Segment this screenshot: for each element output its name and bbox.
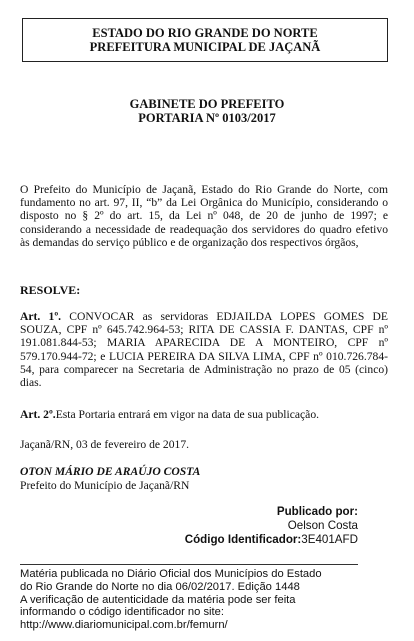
identifier-code: 3E401AFD xyxy=(301,533,358,546)
article-1-label: Art. 1º. xyxy=(20,310,62,323)
identifier-label: Código Identificador: xyxy=(184,533,302,546)
footer-notice xyxy=(20,568,380,632)
signatory-name: OTON MÁRIO DE ARAÚJO COSTA xyxy=(20,465,201,478)
prefecture-name: PREFEITURA MUNICIPAL DE JAÇANÃ xyxy=(89,40,321,54)
footer-line-4: informando o código identificador no site: xyxy=(20,606,224,619)
article-2 xyxy=(20,408,388,421)
document-title xyxy=(0,97,414,125)
article-1 xyxy=(20,310,388,389)
state-name: ESTADO DO RIO GRANDE DO NORTE xyxy=(92,26,318,40)
publication-info xyxy=(185,505,358,547)
portaria-number: PORTARIA Nº 0103/2017 xyxy=(138,111,276,125)
published-by-label: Publicado por: xyxy=(276,505,358,518)
footer-line-3: A verificação de autenticidade da matéria pode ser feita xyxy=(20,593,296,606)
footer-line-2: do Rio Grande do Norte no dia 06/02/2017. Edição 1448 xyxy=(20,580,300,593)
document-date: Jaçanã/RN, 03 de fevereiro de 2017. xyxy=(20,438,190,451)
signatory-role: Prefeito do Município de Jaçanã/RN xyxy=(20,479,190,492)
article-2-label: Art. 2º. xyxy=(20,408,56,421)
footer-line-1: Matéria publicada no Diário Oficial dos Municípios do Estado xyxy=(20,568,322,580)
verification-link[interactable]: http://www.diariomunicipal.com.br/femurn/ xyxy=(20,619,228,632)
article-2-text: Esta Portaria entrará em vigor na data de sua publicação. xyxy=(55,408,320,421)
office-title: GABINETE DO PREFEITO xyxy=(129,97,285,111)
header-box xyxy=(22,18,388,62)
intro-paragraph: O Prefeito do Município de Jaçanã, Estado do Rio Grande do Norte, com fundamento no art. 97, II, “b” da Lei Orgânica do Município, considerando o disposto no § 2º do art. 15, da Lei nº 048, de 20 de junho de 1997; e considerando a necessidade de readequação dos servidores do quadro efetivo às demandas do serviço público e de organização dos respectivos órgãos, xyxy=(20,183,388,249)
resolve-heading: RESOLVE: xyxy=(20,283,81,297)
footer-divider xyxy=(20,564,358,565)
article-1-text: CONVOCAR as servidoras EDJAILDA LOPES GOMES DE SOUZA, CPF nº 645.742.964-53; RITA DE CASSIA F. DANTAS, CPF nº 191.081.844-53; MARIA APARECIDA DE A MONTEIRO, CPF nº 579.170.944-72; e LUCIA PEREIRA DA SILVA LIMA, CPF nº 010.726.784-54, para comparecer na Secretaria de Administração no prazo de 05 (cinco) dias. xyxy=(20,310,388,390)
publisher-name: Oelson Costa xyxy=(287,519,358,532)
